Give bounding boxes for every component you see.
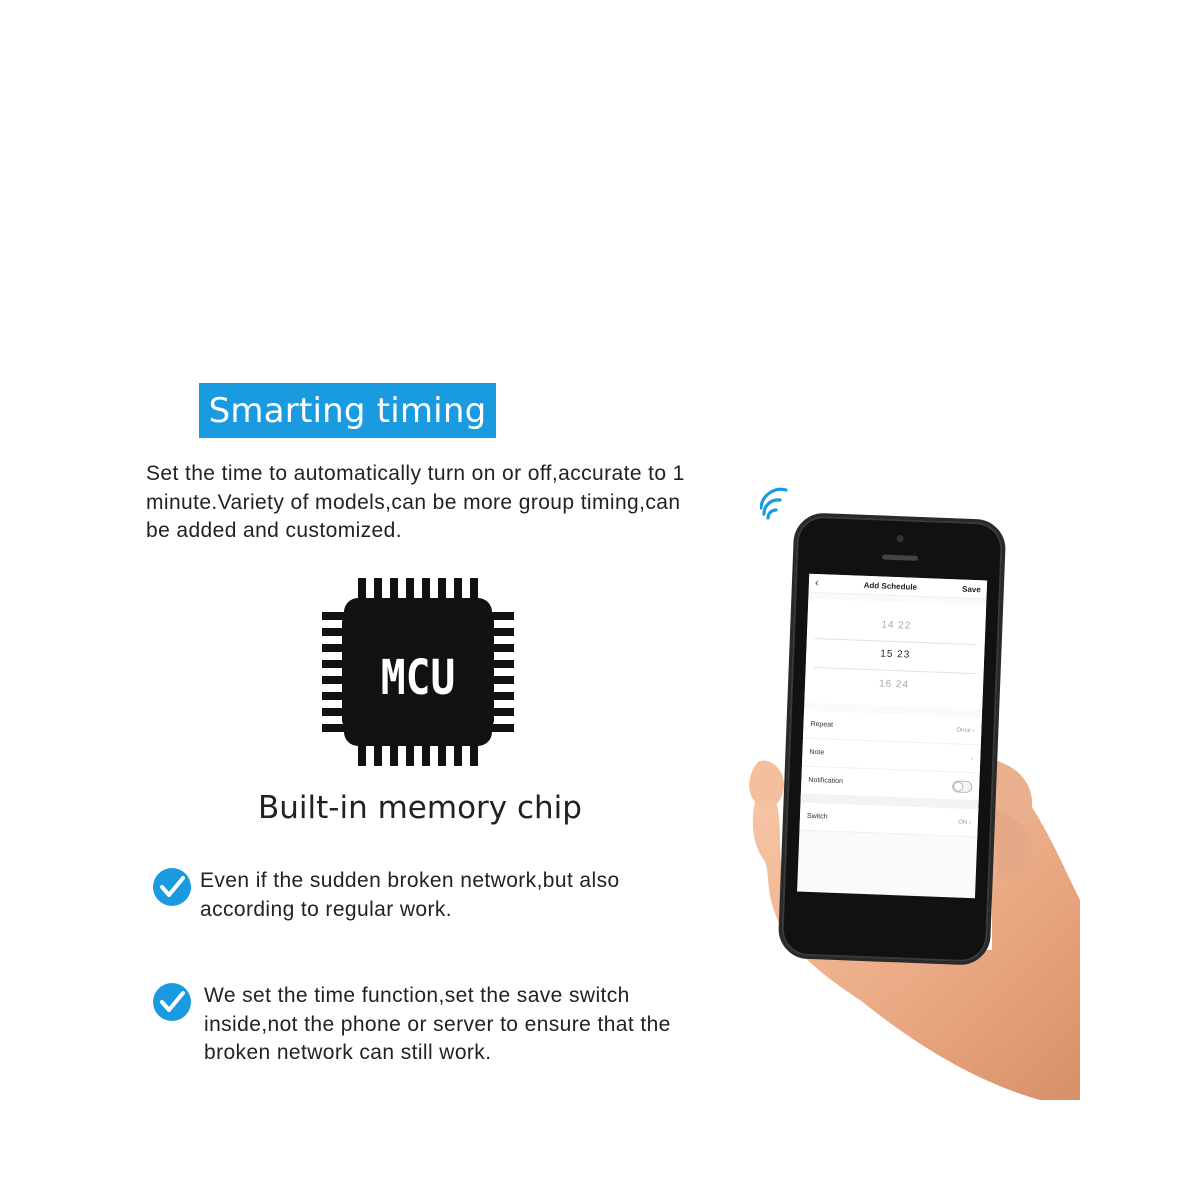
chip-label: MCU	[380, 648, 456, 706]
time-picker[interactable]	[804, 599, 986, 710]
front-camera	[897, 535, 904, 542]
check-circle-icon	[152, 982, 192, 1022]
chip-caption: Built-in memory chip	[258, 790, 582, 826]
screen-title: Add Schedule	[863, 580, 918, 592]
bullet-text: We set the time function,set the save switch inside,not the phone or server to ensure that the broken network can still work.	[204, 984, 671, 1064]
section-title: Smarting timing	[199, 383, 496, 438]
row-value: ON ›	[958, 819, 971, 826]
row-label: Notification	[808, 776, 844, 786]
smartphone	[778, 512, 1007, 966]
notification-toggle[interactable]	[952, 780, 972, 793]
chevron-left-icon[interactable]: ‹	[814, 576, 819, 590]
phone-in-hand	[740, 480, 1080, 1100]
row-label: Repeat	[810, 720, 834, 729]
switch-row[interactable]	[799, 803, 978, 838]
picker-row-below[interactable]: 16 24	[878, 678, 910, 691]
mcu-chip-icon	[320, 576, 516, 768]
intro-text: Set the time to automatically turn on or off,accurate to 1 minute.Variety of models,can be more group timing,can be added and customized.	[146, 462, 685, 542]
schedule-settings	[799, 711, 981, 838]
bullet-text: Even if the sudden broken network,but also according to regular work.	[200, 869, 620, 921]
picker-row-selected[interactable]: 15 23	[880, 648, 911, 661]
bullet-item	[152, 867, 680, 924]
row-label: Note	[809, 748, 825, 757]
picker-divider	[814, 667, 976, 674]
chevron-right-icon: ›	[971, 755, 974, 762]
chevron-right-icon: ›	[968, 819, 971, 826]
row-label: Switch	[806, 812, 828, 821]
earpiece-speaker	[882, 554, 918, 560]
row-value: Once ›	[956, 726, 975, 734]
app-top-bar	[809, 574, 988, 600]
chevron-right-icon: ›	[972, 727, 975, 734]
check-circle-icon	[152, 867, 192, 907]
save-button[interactable]: Save	[961, 584, 981, 594]
bullet-item	[152, 982, 694, 1068]
picker-row-above[interactable]: 14 22	[881, 619, 912, 632]
picker-divider	[815, 638, 977, 645]
phone-screen	[797, 574, 987, 899]
